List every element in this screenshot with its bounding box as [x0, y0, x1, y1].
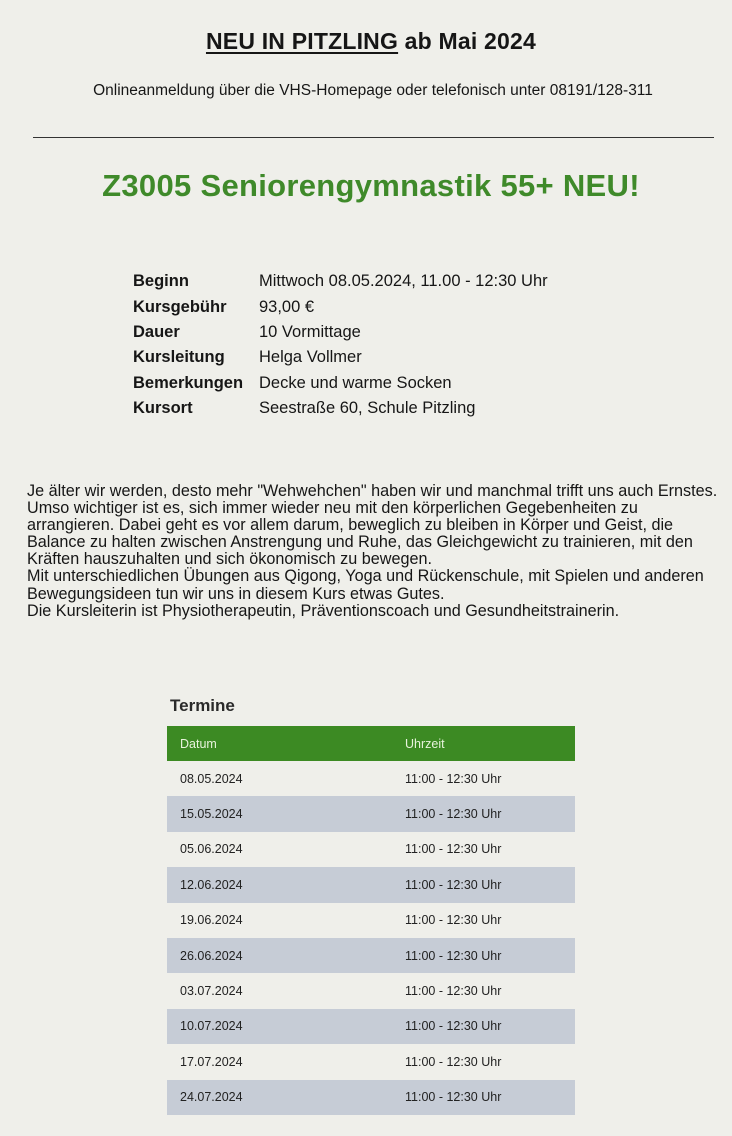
detail-value: Helga Vollmer — [259, 348, 362, 367]
date-cell: 19.06.2024 — [180, 913, 243, 928]
table-row — [167, 1009, 575, 1044]
detail-row-kursleitung — [133, 345, 548, 370]
detail-value: 93,00 € — [259, 297, 315, 316]
column-header-datum: Datum — [180, 736, 217, 751]
schedule-label: Termine — [170, 696, 235, 715]
date-cell: 05.06.2024 — [180, 842, 243, 857]
detail-row-bemerkungen — [133, 371, 548, 396]
heading-underlined-part: NEU IN PITZLING — [205, 28, 399, 54]
date-cell: 08.05.2024 — [180, 771, 243, 786]
detail-key: Kursgebühr — [133, 297, 227, 316]
date-cell: 12.06.2024 — [180, 877, 243, 892]
table-row — [167, 796, 575, 831]
column-header-uhrzeit: Uhrzeit — [405, 736, 445, 751]
divider-line — [33, 137, 714, 138]
schedule-table — [167, 726, 575, 1115]
table-row — [167, 761, 575, 796]
registration-info: Onlineanmeldung über die VHS-Homepage oder telefonisch unter 08191/128-311 — [93, 82, 653, 99]
detail-row-beginn — [133, 269, 548, 294]
description-paragraph: Je älter wir werden, desto mehr "Wehwehchen" haben wir und manchmal trifft uns auch Ernstes. Umso wichtiger ist es, sich immer wieder neu mit den körperlichen Gegebenheiten zu arrangieren. Dabei geht es vor allem darum, beweglich zu bleiben in Körper und Geist, die Balance zu halten zwischen Anstrengung und Ruhe, das Gleichgewicht zu trainieren, mit den Kräften hauszuhalten und sich ökonomisch zu bewegen. — [27, 482, 718, 569]
detail-key: Kursort — [133, 399, 193, 418]
date-cell: 24.07.2024 — [180, 1090, 243, 1105]
detail-row-kursgebuehr — [133, 294, 548, 319]
time-cell: 11:00 - 12:30 Uhr — [405, 771, 502, 786]
detail-row-kursort — [133, 396, 548, 421]
detail-value: Mittwoch 08.05.2024, 11.00 - 12:30 Uhr — [259, 272, 548, 291]
heading-date-part: ab Mai 2024 — [398, 28, 537, 54]
date-cell: 17.07.2024 — [180, 1054, 243, 1069]
detail-key: Kursleitung — [133, 348, 225, 367]
time-cell: 11:00 - 12:30 Uhr — [405, 1019, 502, 1034]
date-cell: 03.07.2024 — [180, 984, 243, 999]
page-heading — [0, 28, 732, 55]
date-cell: 26.06.2024 — [180, 948, 243, 963]
detail-value: Seestraße 60, Schule Pitzling — [259, 399, 476, 418]
table-row — [167, 973, 575, 1008]
course-title: Z3005 Seniorengymnastik 55+ NEU! — [102, 168, 640, 203]
detail-row-dauer — [133, 320, 548, 345]
time-cell: 11:00 - 12:30 Uhr — [405, 913, 502, 928]
table-row — [167, 832, 575, 867]
table-row — [167, 1044, 575, 1079]
description-paragraph: Mit unterschiedlichen Übungen aus Qigong, Yoga und Rückenschule, mit Spielen und anderen Bewegungsideen tun wir uns in diesem Kurs etwas Gutes. — [27, 567, 704, 603]
date-cell: 10.07.2024 — [180, 1019, 243, 1034]
time-cell: 11:00 - 12:30 Uhr — [405, 948, 502, 963]
table-row — [167, 903, 575, 938]
table-row — [167, 938, 575, 973]
detail-key: Bemerkungen — [133, 373, 244, 392]
description-paragraph: Die Kursleiterin ist Physiotherapeutin, Präventionscoach und Gesundheitstrainerin. — [27, 601, 620, 620]
date-cell: 15.05.2024 — [180, 807, 243, 822]
detail-key: Beginn — [133, 272, 189, 291]
time-cell: 11:00 - 12:30 Uhr — [405, 842, 502, 857]
time-cell: 11:00 - 12:30 Uhr — [405, 1054, 502, 1069]
table-row — [167, 867, 575, 902]
detail-value: Decke und warme Socken — [259, 373, 452, 392]
table-row — [167, 1080, 575, 1115]
time-cell: 11:00 - 12:30 Uhr — [405, 877, 502, 892]
detail-key: Dauer — [133, 322, 180, 341]
detail-value: 10 Vormittage — [259, 322, 361, 341]
time-cell: 11:00 - 12:30 Uhr — [405, 807, 502, 822]
time-cell: 11:00 - 12:30 Uhr — [405, 984, 502, 999]
time-cell: 11:00 - 12:30 Uhr — [405, 1090, 502, 1105]
course-details — [133, 269, 548, 421]
schedule-header — [167, 726, 575, 761]
course-description — [27, 483, 727, 620]
